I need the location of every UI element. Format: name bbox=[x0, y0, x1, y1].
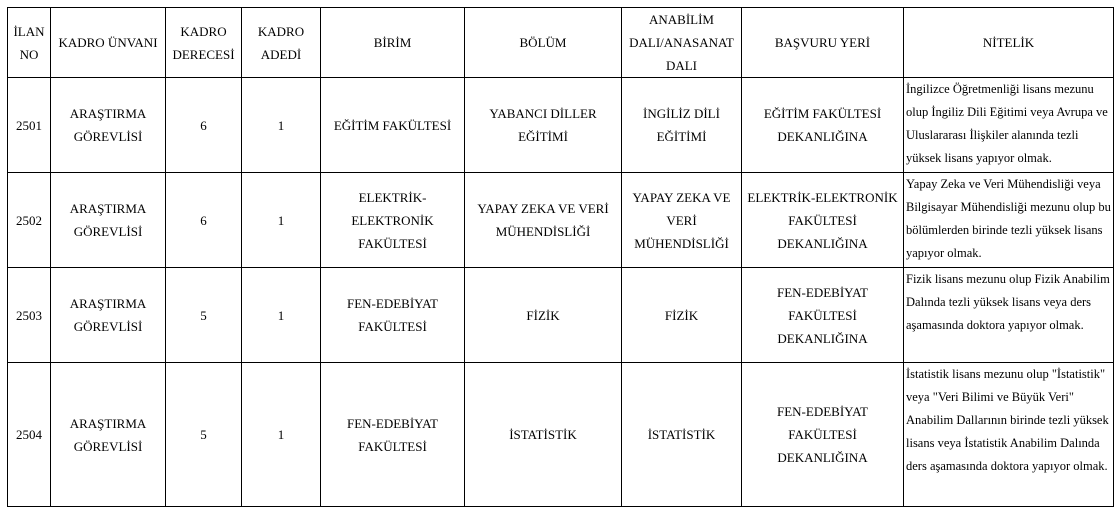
cell-bolum: YAPAY ZEKA VE VERİ MÜHENDİSLİĞİ bbox=[465, 173, 622, 268]
cell-ilan-no: 2503 bbox=[8, 268, 51, 363]
table-row bbox=[8, 268, 1114, 363]
cell-birim: FEN-EDEBİYAT FAKÜLTESİ bbox=[321, 268, 465, 363]
header-basvuru-yeri: BAŞVURU YERİ bbox=[742, 8, 904, 78]
cell-bolum: İSTATİSTİK bbox=[465, 363, 622, 507]
cell-kadro-adedi: 1 bbox=[242, 173, 321, 268]
cell-nitelik: Fizik lisans mezunu olup Fizik Anabilim Dalında tezli yüksek lisans veya ders aşamasında doktora yapıyor olmak. bbox=[904, 268, 1114, 363]
cell-bolum: YABANCI DİLLER EĞİTİMİ bbox=[465, 78, 622, 173]
cell-basvuru-yeri: FEN-EDEBİYAT FAKÜLTESİ DEKANLIĞINA bbox=[742, 363, 904, 507]
cell-basvuru-yeri: ELEKTRİK-ELEKTRONİK FAKÜLTESİ DEKANLIĞINA bbox=[742, 173, 904, 268]
cell-anabilim: İSTATİSTİK bbox=[622, 363, 742, 507]
cell-kadro-unvani: ARAŞTIRMA GÖREVLİSİ bbox=[51, 78, 166, 173]
kadro-ilan-table bbox=[7, 7, 1114, 507]
header-kadro-derecesi: KADRO DERECESİ bbox=[166, 8, 242, 78]
header-birim: BİRİM bbox=[321, 8, 465, 78]
cell-ilan-no: 2502 bbox=[8, 173, 51, 268]
cell-basvuru-yeri: FEN-EDEBİYAT FAKÜLTESİ DEKANLIĞINA bbox=[742, 268, 904, 363]
cell-kadro-derecesi: 6 bbox=[166, 173, 242, 268]
cell-ilan-no: 2501 bbox=[8, 78, 51, 173]
cell-birim: ELEKTRİK-ELEKTRONİK FAKÜLTESİ bbox=[321, 173, 465, 268]
cell-nitelik: İngilizce Öğretmenliği lisans mezunu olup İngiliz Dili Eğitimi veya Avrupa ve Uluslararası İlişkiler alanında tezli yüksek lisans yapıyor olmak. bbox=[904, 78, 1114, 173]
cell-kadro-adedi: 1 bbox=[242, 363, 321, 507]
cell-nitelik: İstatistik lisans mezunu olup "İstatistik" veya "Veri Bilimi ve Büyük Veri" Anabilim Dallarının birinde tezli yüksek lisans veya İstatistik Anabilim Dalında ders aşamasında doktora yapıyor olmak. bbox=[904, 363, 1114, 507]
cell-anabilim: YAPAY ZEKA VE VERİ MÜHENDİSLİĞİ bbox=[622, 173, 742, 268]
header-bolum: BÖLÜM bbox=[465, 8, 622, 78]
cell-bolum: FİZİK bbox=[465, 268, 622, 363]
cell-basvuru-yeri: EĞİTİM FAKÜLTESİ DEKANLIĞINA bbox=[742, 78, 904, 173]
cell-kadro-unvani: ARAŞTIRMA GÖREVLİSİ bbox=[51, 363, 166, 507]
cell-kadro-derecesi: 6 bbox=[166, 78, 242, 173]
cell-anabilim: İNGİLİZ DİLİ EĞİTİMİ bbox=[622, 78, 742, 173]
cell-kadro-derecesi: 5 bbox=[166, 268, 242, 363]
cell-nitelik: Yapay Zeka ve Veri Mühendisliği veya Bilgisayar Mühendisliği mezunu olup bu bölümlerden birinde tezli yüksek lisans yapıyor olmak. bbox=[904, 173, 1114, 268]
header-nitelik: NİTELİK bbox=[904, 8, 1114, 78]
cell-birim: EĞİTİM FAKÜLTESİ bbox=[321, 78, 465, 173]
table-header-row bbox=[8, 8, 1114, 78]
header-anabilim: ANABİLİM DALI/ANASANAT DALI bbox=[622, 8, 742, 78]
table-row bbox=[8, 363, 1114, 507]
table-row bbox=[8, 173, 1114, 268]
cell-kadro-unvani: ARAŞTIRMA GÖREVLİSİ bbox=[51, 173, 166, 268]
cell-birim: FEN-EDEBİYAT FAKÜLTESİ bbox=[321, 363, 465, 507]
cell-ilan-no: 2504 bbox=[8, 363, 51, 507]
cell-anabilim: FİZİK bbox=[622, 268, 742, 363]
header-kadro-unvani: KADRO ÜNVANI bbox=[51, 8, 166, 78]
cell-kadro-unvani: ARAŞTIRMA GÖREVLİSİ bbox=[51, 268, 166, 363]
cell-kadro-adedi: 1 bbox=[242, 78, 321, 173]
cell-kadro-derecesi: 5 bbox=[166, 363, 242, 507]
cell-kadro-adedi: 1 bbox=[242, 268, 321, 363]
header-kadro-adedi: KADRO ADEDİ bbox=[242, 8, 321, 78]
header-ilan-no: İLAN NO bbox=[8, 8, 51, 78]
table-row bbox=[8, 78, 1114, 173]
